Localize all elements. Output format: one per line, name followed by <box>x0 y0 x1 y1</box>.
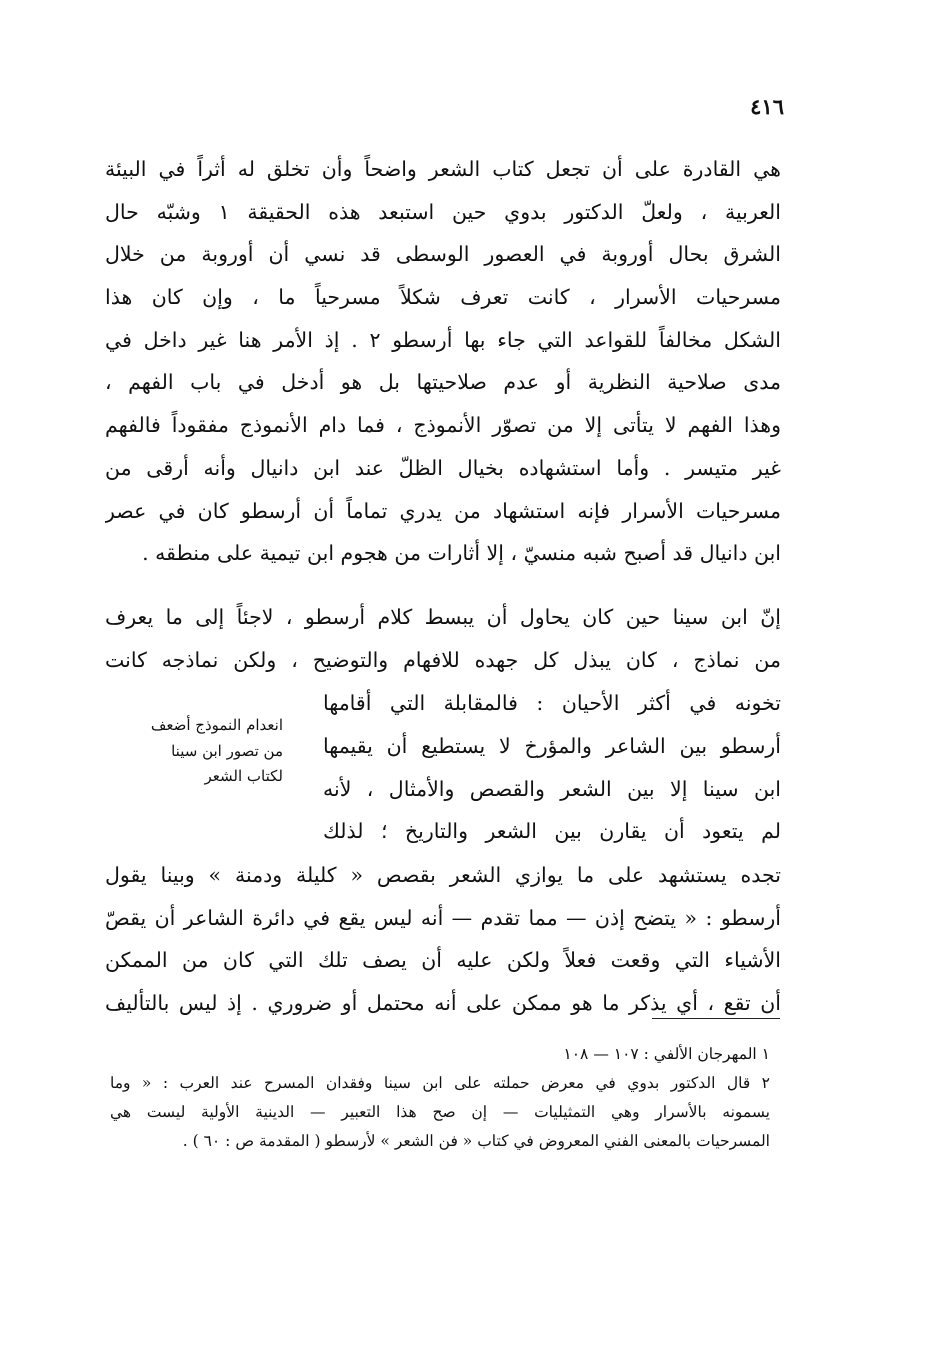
text-line: هي القادرة على أن تجعل كتاب الشعر واضحاً وأن تخلق له أثراً في البيئة <box>105 157 781 181</box>
footnote-1: ١ المهرجان الألفي : ١٠٧ — ١٠٨ <box>563 1045 770 1063</box>
footnotes <box>110 1040 770 1156</box>
text-line: مدى صلاحية النظرية أو عدم صلاحيتها بل هو أدخل في باب الفهم ، <box>105 370 781 395</box>
text-line: مسرحيات الأسرار فإنه استشهاد من يدري تماماً أن أرسطو كان في عصر <box>105 498 781 523</box>
text-line: مسرحيات الأسرار ، كانت تعرف شكلاً مسرحياً ما ، وإن كان هذا <box>105 285 781 310</box>
margin-note-line: من تصور ابن سينا <box>171 741 283 760</box>
text-line: وهذا الفهم لا يتأتى إلا من تصوّر الأنموذج ، فما دام الأنموذج مفقوداً فالفهم <box>105 413 781 438</box>
paragraph-2 <box>105 596 781 681</box>
text-line: الشكل مخالفاً للقواعد التي جاء بها أرسطو ٢ . إذ الأمر هنا غير داخل في <box>105 327 781 352</box>
text-line: الشرق بحال أوروبة في العصور الوسطى قد نسي أن أوروبة من خلال <box>105 242 781 267</box>
margin-note-line: لكتاب الشعر <box>204 767 283 785</box>
text-line: تجده يستشهد على ما يوازي الشعر بقصص « كليلة ودمنة » وبينا يقول <box>105 863 781 887</box>
text-line: لم يتعود أن يقارن بين الشعر والتاريخ ؛ لذلك <box>323 819 781 844</box>
footnote-2-line: ٢ قال الدكتور بدوي في معرض حملته على ابن سينا وفقدان المسرح عند العرب : « وما <box>110 1074 770 1092</box>
text-line: غير متيسر . وأما استشهاده بخيال الظلّ عند ابن دانيال وأنه أرقى من <box>105 455 781 480</box>
text-line: ابن دانيال قد أصبح شبه منسيّ ، إلا أثارات من هجوم ابن تيمية على منطقه . <box>142 541 781 566</box>
text-line: ابن سينا إلا بين الشعر والقصص والأمثال ، لأنه <box>323 776 781 801</box>
paragraph-2-continued <box>105 854 781 1025</box>
paragraph-1 <box>105 148 781 575</box>
footnote-2-line: يسمونه بالأسرار وهي التمثيليات — إن صح هذا التعبير — الدينية الأولية ليست هي <box>110 1103 770 1121</box>
text-line: إنّ ابن سينا حين كان يحاول أن يبسط كلام أرسطو ، لاجئاً إلى ما يعرف <box>105 605 781 629</box>
text-line: تخونه في أكثر الأحيان : فالمقابلة التي أقامها <box>323 691 781 715</box>
text-line: العربية ، ولعلّ الدكتور بدوي حين استبعد هذه الحقيقة ١ وشبّه حال <box>105 199 781 224</box>
page-number: ٤١٦ <box>750 94 784 119</box>
margin-note-line: انعدام النموذج أضعف <box>150 716 283 734</box>
margin-note <box>105 713 283 790</box>
text-line: أن تقع ، أي يذكر ما هو ممكن على أنه محتمل أو ضروري . إذ ليس بالتأليف <box>105 991 781 1016</box>
inset-block <box>105 682 781 854</box>
inset-text <box>323 682 781 853</box>
text-line: أرسطو : « يتضح إذن — مما تقدم — أنه ليس يقع في دائرة الشاعر أن يقصّ <box>105 905 781 930</box>
text-line: من نماذج ، كان يبذل كل جهده للافهام والتوضيح ، ولكن نماذجه كانت <box>105 647 781 672</box>
footnote-2-line: المسرحيات بالمعنى الفني المعروض في كتاب « فن الشعر » لأرسطو ( المقدمة ص : ٦٠ ) . <box>182 1132 770 1150</box>
text-line: الأشياء التي وقعت فعلاً ولكن عليه أن يصف تلك التي كان من الممكن <box>105 948 781 973</box>
footnote-divider <box>652 1018 780 1019</box>
text-line: أرسطو بين الشاعر والمؤرخ لا يستطيع أن يقيمها <box>323 733 781 758</box>
